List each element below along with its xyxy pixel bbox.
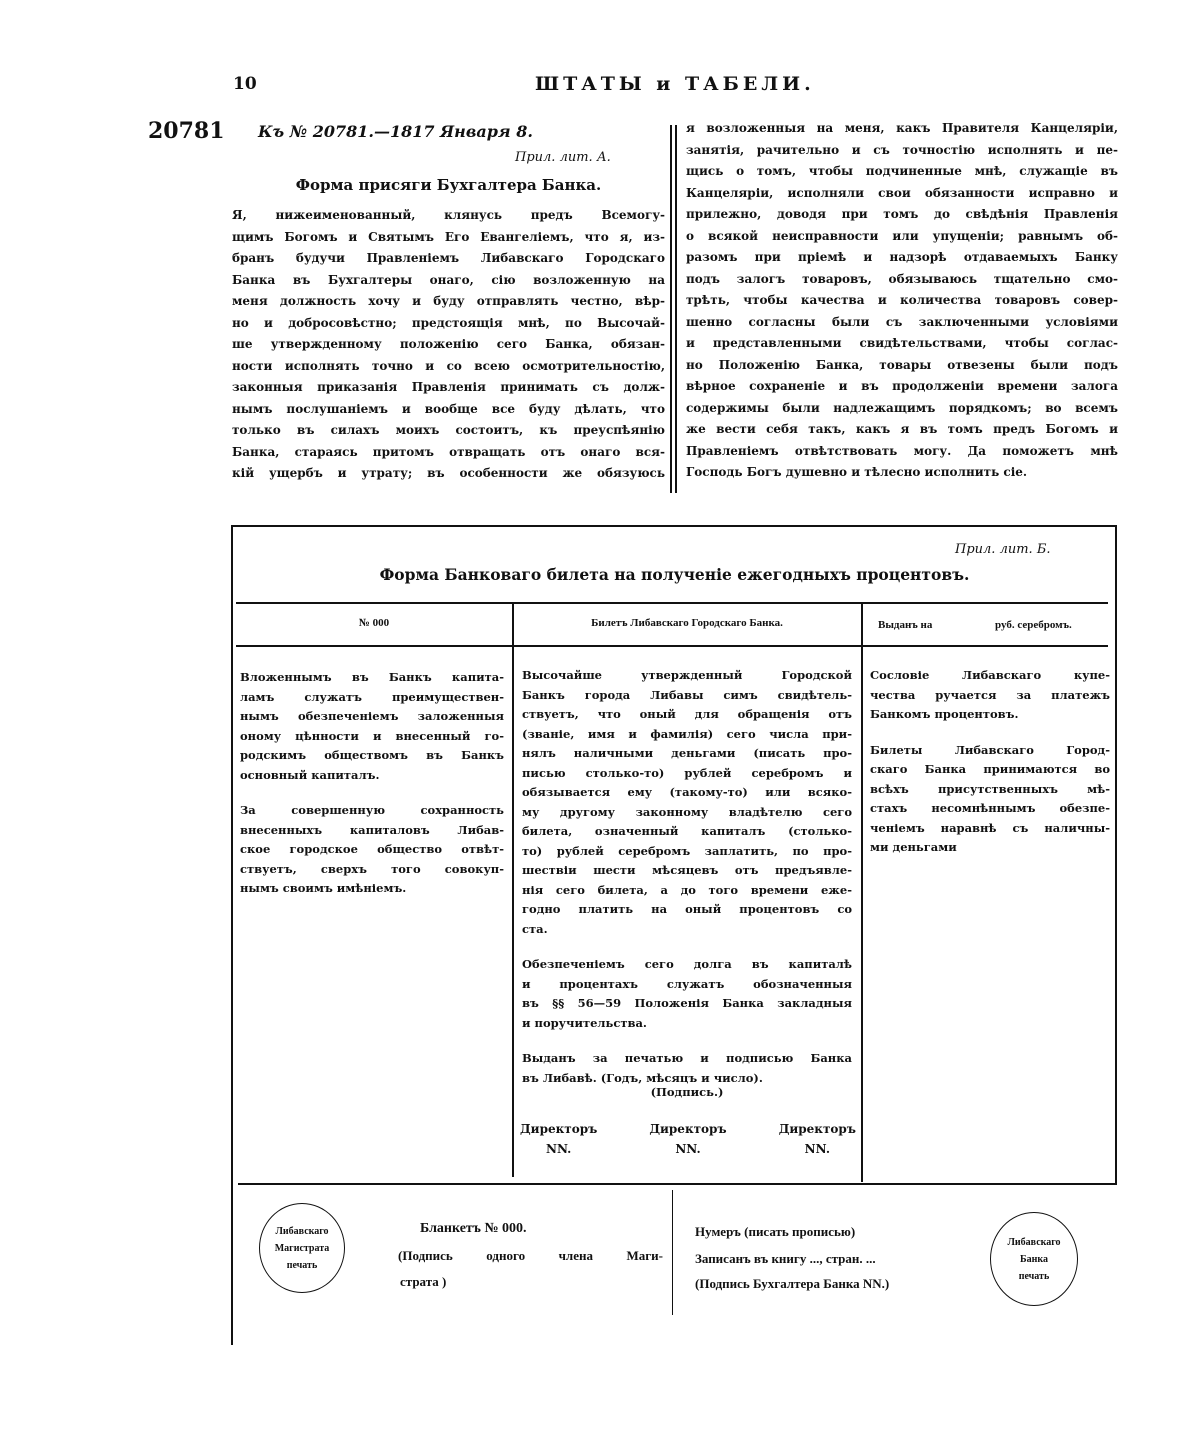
- text-line: ше утвержденному положенію сего Банка, обязан-: [232, 337, 665, 351]
- text-line: разомъ при пріемѣ и надзорѣ отдаваемыхъ Банку: [686, 250, 1118, 264]
- column-divider: [675, 125, 677, 493]
- text-line: Господь Богъ душевно и тѣлесно исполнить сіе.: [686, 465, 1028, 479]
- text-line: прилежно, доводя при томъ до свѣдѣнія Правленія: [686, 207, 1118, 221]
- seal-text: Либавскаго: [275, 1225, 329, 1237]
- header-ticket-number: № 000: [358, 617, 390, 629]
- column-divider: [670, 125, 672, 493]
- text-line: трѣть, чтобы качества и количества товаровъ совер-: [686, 293, 1118, 307]
- text-line: ста.: [522, 921, 548, 936]
- header-ticket-title: Билетъ Либавскаго Городскаго Банка.: [591, 617, 783, 629]
- security-column-text: [240, 670, 504, 917]
- text-line: въ §§ 56—59 Положенія Банка закладныя: [522, 996, 852, 1010]
- oath-title: Форма присяги Бухгалтера Банка.: [295, 176, 602, 194]
- text-line: Выданъ за печатью и подписью Банка: [522, 1051, 852, 1065]
- text-line: бранъ будучи Правленіемъ Либавскаго Городскаго: [232, 251, 665, 265]
- text-line: ми деньгами: [870, 840, 957, 854]
- text-line: содержимы были надлежащимъ порядкомъ; во всемъ: [686, 400, 1118, 415]
- register-line: Записанъ въ книгу ..., стран. ...: [695, 1251, 876, 1266]
- text-line: я возложенныя на меня, какъ Правителя Канцеляріи,: [686, 121, 1118, 135]
- form-left-border: [231, 525, 233, 1345]
- running-title: ШТАТЫ и ТАБЕЛИ.: [535, 73, 815, 95]
- signature-note-cont: страта ): [400, 1274, 447, 1289]
- guarantee-column-text: [870, 668, 1110, 876]
- seal-text: Либавскаго: [1007, 1236, 1061, 1248]
- director-title: Директоръ: [520, 1122, 598, 1136]
- signature-label: (Подпись.): [650, 1085, 724, 1099]
- header-bottom-rule: [236, 645, 1108, 647]
- text-line: стахъ несомнѣннымъ обезпе-: [870, 801, 1110, 815]
- magistrate-seal: [259, 1203, 345, 1293]
- text-line: нымъ своимъ имѣніемъ.: [240, 881, 407, 895]
- director-title: Директоръ: [778, 1122, 856, 1136]
- text-line: только въ силахъ моихъ состоитъ, къ преуспѣянію: [232, 423, 665, 437]
- text-line: нымъ обезпеченіемъ заложенныя: [240, 709, 504, 723]
- text-line: Банка, стараясь притомъ отвращать отъ онаго вся-: [232, 444, 665, 459]
- text-line: нымъ послушаніемъ и вообще все буду дѣлать, что: [232, 401, 665, 416]
- text-line: ности исполнять точно и со всею осмотрительностію,: [232, 358, 665, 373]
- text-line: Банкъ города Либавы симъ свидѣтель-: [522, 687, 852, 702]
- text-line: писью столько-то) рублей серебромъ и: [522, 765, 852, 780]
- text-line: Канцеляріи, исполняли свои обязанности исправно и: [686, 185, 1118, 200]
- text-line: годно платить на оный процентовъ со: [522, 902, 852, 916]
- register-line: (Подпись Бухгалтера Банка NN.): [695, 1276, 890, 1291]
- paragraph: [240, 803, 504, 901]
- register-line: Нумеръ (писать прописью): [695, 1224, 856, 1239]
- paragraph: [870, 668, 1110, 727]
- paragraph: [870, 743, 1110, 860]
- text-line: скаго Банка принимаются во: [870, 762, 1110, 776]
- director-name: NN.: [545, 1142, 572, 1156]
- director-signature: [520, 1122, 597, 1156]
- form-right-border: [1115, 525, 1117, 1185]
- header-rubles-silver: руб. серебромъ.: [995, 619, 1072, 631]
- director-title: Директоръ: [649, 1122, 727, 1136]
- document-reference: Къ № 20781.—1817 Января 8.: [258, 122, 533, 141]
- text-line: шенно согласны были съ заключенными условіями: [686, 314, 1118, 329]
- oath-text-right-column: [686, 121, 1118, 487]
- text-line: Банкомъ процентовъ.: [870, 707, 1019, 721]
- text-line: же вести себя такъ, какъ я въ томъ предъ Богомъ и: [686, 422, 1118, 436]
- text-line: то) рублей серебромъ заплатить, по про-: [522, 843, 852, 858]
- seal-text: печать: [1018, 1270, 1050, 1282]
- text-line: подъ залогъ товаровъ, обязываюсь тщательно смо-: [686, 271, 1118, 286]
- stub-divider: [672, 1190, 673, 1315]
- text-line: Банка въ Бухгалтеры онаго, сію возложенную на: [232, 272, 665, 287]
- form-top-border: [232, 525, 1117, 527]
- text-line: но и добросовѣстно; предстоящія мнѣ, по Высочай-: [232, 315, 665, 330]
- text-line: кій ущербъ и утрату; въ особенности же обязуюсь: [232, 466, 665, 480]
- director-signature: [649, 1122, 726, 1156]
- paragraph: [522, 668, 852, 941]
- text-line: Сословіе Либавскаго купе-: [870, 668, 1110, 682]
- text-line: За совершенную сохранность: [240, 803, 504, 817]
- text-line: внесенныхъ капиталовъ Либав-: [240, 822, 504, 837]
- text-line: Я, нижеименованный, клянусь предъ Всемогу-: [232, 208, 665, 222]
- margin-document-number: 20781: [148, 118, 225, 144]
- text-line: щимъ Богомъ и Святымъ Его Евангеліемъ, что я, из-: [232, 229, 665, 244]
- bank-seal: [990, 1212, 1078, 1306]
- text-line: въ Либавѣ. (Годъ, мѣсяцъ и число).: [522, 1070, 763, 1085]
- page-number: 10: [233, 74, 257, 94]
- text-line: законныя приказанія Правленія принимать съ долж-: [232, 380, 665, 394]
- text-line: нялъ наличными деньгами (писать про-: [522, 746, 852, 760]
- text-line: (званіе, имя и фамилія) сего числа при-: [522, 726, 852, 741]
- text-line: но Положенію Банка, товары отвезены были подъ: [686, 357, 1118, 372]
- text-line: занятія, рачительно и съ точностію исполнять и пе-: [686, 142, 1118, 157]
- text-line: и поручительства.: [522, 1015, 647, 1030]
- text-line: чества ручается за платежъ: [870, 687, 1110, 702]
- text-line: ское городское общество отвѣт-: [240, 842, 504, 856]
- text-line: родскимъ обществомъ въ Банкъ: [240, 748, 504, 762]
- text-line: Правленіемъ отвѣтствовать могу. Да поможетъ мнѣ: [686, 443, 1118, 458]
- text-line: и процентахъ служатъ обозначенныя: [522, 976, 852, 991]
- seal-text: Банка: [1020, 1253, 1048, 1265]
- text-line: меня должность хочу и буду отправлять честно, вѣр-: [232, 294, 665, 308]
- seal-text: печать: [286, 1259, 318, 1271]
- text-line: ламъ служатъ преимуществен-: [240, 689, 504, 704]
- stub-rule: [238, 1183, 1115, 1185]
- appendix-a-label: Прил. лит. А.: [515, 150, 611, 165]
- directors-signatures: [520, 1122, 856, 1156]
- director-name: NN.: [804, 1142, 831, 1156]
- table-column-divider: [861, 602, 863, 1182]
- text-line: о всякой неисправности или упущеніи; равнымъ об-: [686, 228, 1118, 243]
- text-line: шествіи шести мѣсяцевъ отъ предъявле-: [522, 863, 852, 877]
- seal-text: Магистрата: [274, 1242, 330, 1254]
- oath-text-left-column: [232, 208, 665, 488]
- text-line: ченіемъ наравнѣ съ наличны-: [870, 820, 1110, 835]
- text-line: ствуетъ, сверхъ того совокуп-: [240, 861, 504, 876]
- text-line: билета, означенный капиталъ (столько-: [522, 824, 852, 838]
- paragraph: [522, 957, 852, 1035]
- director-name: NN.: [675, 1142, 701, 1156]
- text-line: обязывается ему (такому-то) или всяко-: [522, 785, 852, 799]
- appendix-b-label: Прил. лит. Б.: [955, 542, 1051, 557]
- text-line: Обезпеченіемъ сего долга въ капиталѣ: [522, 957, 852, 971]
- text-line: основный капиталъ.: [240, 767, 380, 782]
- text-line: му другому законному владѣтелю сего: [522, 804, 852, 819]
- text-line: всѣхъ присутственныхъ мѣ-: [870, 781, 1110, 796]
- text-line: оному цѣнности и внесенный го-: [240, 728, 504, 743]
- text-line: Билеты Либавскаго Город-: [870, 742, 1110, 757]
- text-line: ствуетъ, что оный для обращенія отъ: [522, 707, 852, 721]
- director-signature: [779, 1122, 856, 1156]
- form-title: Форма Банковаго билета на полученіе ежегодныхъ процентовъ.: [379, 565, 970, 584]
- blank-number: Бланкетъ № 000.: [420, 1221, 527, 1236]
- text-line: Вложеннымъ въ Банкъ капита-: [240, 670, 504, 684]
- signature-note: (Подпись одного члена Маги-: [398, 1248, 663, 1263]
- text-line: Высочайше утвержденный Городской: [522, 668, 852, 682]
- text-line: вѣрное сохраненіе и въ продолженіи времени залога: [686, 379, 1118, 393]
- paragraph: [240, 670, 504, 787]
- header-top-rule: [236, 602, 1108, 604]
- text-line: и представленными свидѣтельствами, чтобы соглас-: [686, 336, 1118, 350]
- text-line: щись о томъ, чтобы подчиненные мнѣ, служащіе въ: [686, 164, 1118, 178]
- ticket-column-text: [522, 668, 852, 1106]
- text-line: нія сего билета, а до того времени еже-: [522, 882, 852, 897]
- header-issued-for: Выданъ на: [878, 619, 933, 631]
